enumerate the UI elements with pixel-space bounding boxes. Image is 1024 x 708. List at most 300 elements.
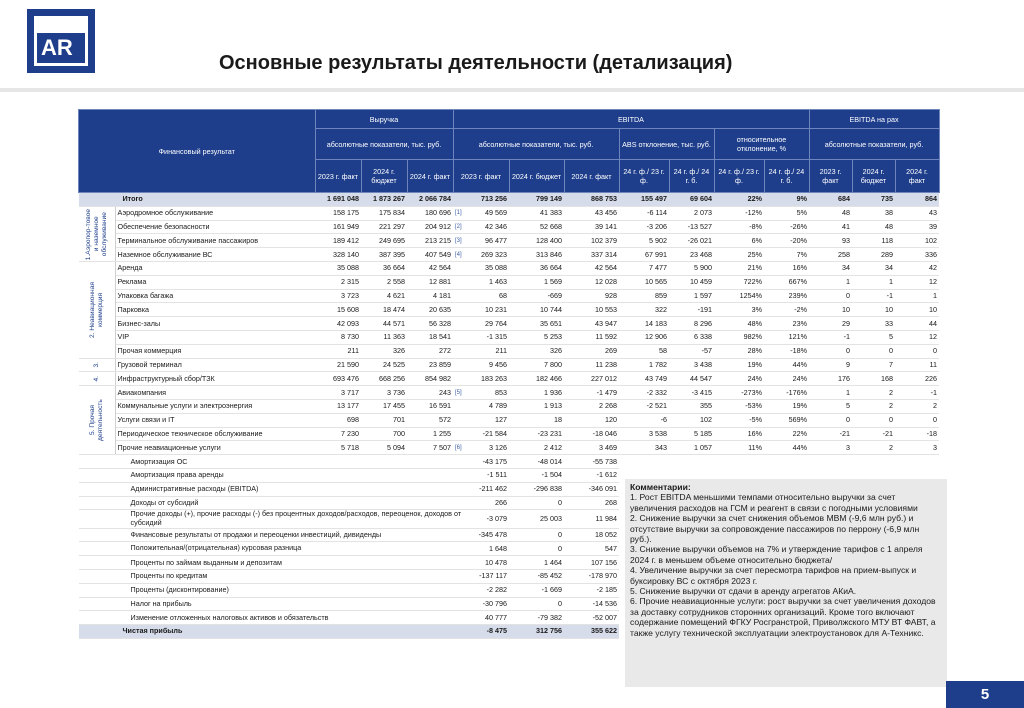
cell: 11%	[714, 441, 764, 455]
table-row	[79, 317, 940, 331]
cell: 700	[361, 427, 407, 441]
cell: 43 749	[619, 372, 669, 386]
group-label-g3	[79, 358, 116, 372]
cell: 722%	[714, 275, 764, 289]
cell: -2 521	[619, 399, 669, 413]
cell: 35 088	[315, 261, 361, 275]
cell: 58	[619, 344, 669, 358]
table-row	[79, 358, 940, 372]
row-label: Реклама	[115, 275, 315, 289]
cell: -1	[852, 289, 895, 303]
cell: 35 088	[465, 261, 509, 275]
cell: 40 777	[465, 611, 509, 625]
cell: 1 782	[619, 358, 669, 372]
cell: 312 756	[509, 625, 564, 639]
cell: 155 497	[619, 193, 669, 207]
cell: 52 668	[509, 220, 564, 234]
row-label: Прочие доходы (+), прочие расходы (-) без процентных доходов/расходов, переоценок, доходов от субсидий	[79, 510, 466, 528]
cell: 6%	[714, 234, 764, 248]
cell: 269	[564, 344, 619, 358]
cell: 204 912	[407, 220, 453, 234]
cell: 735	[852, 193, 895, 207]
cell: 799 149	[509, 193, 564, 207]
header-ebitda: EBITDA	[453, 110, 809, 129]
cell: -296 838	[509, 482, 564, 496]
cell: 0	[895, 413, 939, 427]
table-row	[79, 303, 940, 317]
col-pax-2023f: 2023 г. факт	[809, 160, 852, 193]
cell: -3 079	[465, 510, 509, 528]
cell: -26 021	[669, 234, 714, 248]
cell: 701	[361, 413, 407, 427]
footnote-ref	[453, 413, 465, 427]
col-pax-2024b: 2024 г. бюджет	[852, 160, 895, 193]
cell: 667%	[764, 275, 809, 289]
cell: 243	[407, 386, 453, 400]
cell: -3 206	[619, 220, 669, 234]
cell: 9%	[764, 193, 809, 207]
cell: 118	[852, 234, 895, 248]
cell: 1 569	[509, 275, 564, 289]
cell: -18%	[764, 344, 809, 358]
row-label: Коммунальные услуги и электроэнергия	[115, 399, 315, 413]
table-row	[79, 427, 940, 441]
cell: 11 238	[564, 358, 619, 372]
comment-5: 5. Снижение выручки от сдачи в аренду агрегатов АКиА.	[630, 586, 857, 597]
cell: 221 297	[361, 220, 407, 234]
cell: 8 296	[669, 317, 714, 331]
cell: 18 052	[564, 528, 619, 542]
cell: -18	[895, 427, 939, 441]
logo-text: AR	[37, 33, 85, 63]
cell: 102	[895, 234, 939, 248]
cell: 337 314	[564, 248, 619, 262]
col-rev-2023f: 2023 г. факт	[315, 160, 361, 193]
row-label: Амортизация ОС	[79, 455, 466, 469]
row-label: Проценты по кредитам	[79, 569, 466, 583]
table-row	[79, 289, 940, 303]
header-abs-dev: ABS отклонение, тыс. руб.	[619, 129, 714, 160]
cell: 10 231	[465, 303, 509, 317]
cell: 10 565	[619, 275, 669, 289]
footnote-ref	[453, 358, 465, 372]
header-rev-abs: абсолютные показатели, тыс. руб.	[315, 129, 453, 160]
cell: 7%	[764, 248, 809, 262]
cell: -6 114	[619, 206, 669, 220]
footnote-ref	[453, 289, 465, 303]
footnote-ref	[453, 275, 465, 289]
cell: -137 117	[465, 569, 509, 583]
cell: 336	[895, 248, 939, 262]
cell: -2%	[764, 303, 809, 317]
cell: 684	[809, 193, 852, 207]
cell: 183 263	[465, 372, 509, 386]
cell: 4 789	[465, 399, 509, 413]
cell: 16 591	[407, 399, 453, 413]
cell: -30 796	[465, 597, 509, 611]
cell: 668 256	[361, 372, 407, 386]
cell: 44 571	[361, 317, 407, 331]
footnote-ref	[453, 303, 465, 317]
table-row	[79, 330, 940, 344]
comment-6: 6. Прочие неавиационные услуги: рост выручки за счет увеличения доходов за доставку сотрудников сторонних организаций. Кроме того включают содержание помещений ФГКУ Росгранстрой, Приволжского МТУ ВТ ФАВТ, а также услугу технической эксплуатации электроустановок для А-Техникс.	[630, 596, 936, 638]
cell: 120	[564, 413, 619, 427]
footnote-ref	[453, 330, 465, 344]
cell: 20 635	[407, 303, 453, 317]
cell: 56 328	[407, 317, 453, 331]
cell: 39 141	[564, 220, 619, 234]
cell: 39	[895, 220, 939, 234]
cell: 102 379	[564, 234, 619, 248]
cell: 16%	[764, 261, 809, 275]
cell: -12%	[714, 206, 764, 220]
cell: 22%	[764, 427, 809, 441]
cell: 11 984	[564, 510, 619, 528]
cell: 34	[809, 261, 852, 275]
cell: 5	[809, 399, 852, 413]
row-label: Инфраструктурный сбор/ТЗК	[115, 372, 315, 386]
cell: 16%	[714, 427, 764, 441]
row-label: Доходы от субсидий	[79, 496, 466, 510]
page-title: Основные результаты деятельности (детализация)	[219, 52, 733, 74]
cell: 7	[852, 358, 895, 372]
cell: 36 664	[509, 261, 564, 275]
cell: 10 744	[509, 303, 564, 317]
cell: 128 400	[509, 234, 564, 248]
cell: 5 253	[509, 330, 564, 344]
cell: -669	[509, 289, 564, 303]
cell: -21	[852, 427, 895, 441]
cell: 2 066 784	[407, 193, 453, 207]
group-text: 5. Прочая деятельность	[88, 399, 104, 442]
cell: 10	[852, 303, 895, 317]
footnote-ref: [3]	[453, 234, 465, 248]
cell: -273%	[714, 386, 764, 400]
cell: 21 590	[315, 358, 361, 372]
col-ebitda-2024f: 2024 г. факт	[564, 160, 619, 193]
cell: 21%	[714, 261, 764, 275]
cell: 355	[669, 399, 714, 413]
cell: 19%	[714, 358, 764, 372]
cell: 2	[852, 441, 895, 455]
row-label: Изменение отложенных налоговых активов и обязательств	[79, 611, 466, 625]
cell: -85 452	[509, 569, 564, 583]
cell: 13 177	[315, 399, 361, 413]
cell: 213 215	[407, 234, 453, 248]
cell: 44	[895, 317, 939, 331]
col-rel-dev-1: 24 г. ф./ 23 г. ф.	[714, 160, 764, 193]
cell: -178 970	[564, 569, 619, 583]
footnote-ref: [2]	[453, 220, 465, 234]
cell: 226	[895, 372, 939, 386]
cell: 33	[852, 317, 895, 331]
cell: 10	[895, 303, 939, 317]
cell: -8%	[714, 220, 764, 234]
row-label: Прочая коммерция	[115, 344, 315, 358]
cell: 29 764	[465, 317, 509, 331]
header-pax-abs: абсолютные показатели, руб.	[809, 129, 939, 160]
cell: 42 564	[564, 261, 619, 275]
cell: 387 395	[361, 248, 407, 262]
cell: 12 028	[564, 275, 619, 289]
cell: 42	[895, 261, 939, 275]
cell: 44 547	[669, 372, 714, 386]
cell: 175 834	[361, 206, 407, 220]
row-label: Финансовые результаты от продажи и переоценки инвестиций, дивиденды	[79, 528, 466, 542]
cell: -48 014	[509, 455, 564, 469]
footnote-ref	[453, 372, 465, 386]
cell: 36 664	[361, 261, 407, 275]
cell: 25 003	[509, 510, 564, 528]
table-row	[79, 399, 940, 413]
table-row	[79, 234, 940, 248]
header-ebitda-abs: абсолютные показатели, тыс. руб.	[453, 129, 619, 160]
col-rev-2024b: 2024 г. бюджет	[361, 160, 407, 193]
cell: 713 256	[465, 193, 509, 207]
table-row	[79, 206, 940, 220]
cell: -79 382	[509, 611, 564, 625]
cell: -1 315	[465, 330, 509, 344]
cell: -53%	[714, 399, 764, 413]
table-row	[79, 248, 940, 262]
cell: 1 873 267	[361, 193, 407, 207]
cell: 355 622	[564, 625, 619, 639]
cell: 41 383	[509, 206, 564, 220]
cell: 69 604	[669, 193, 714, 207]
cell: 23 859	[407, 358, 453, 372]
group-text: 3.	[92, 362, 100, 368]
cell: 407 549	[407, 248, 453, 262]
cell: 0	[852, 413, 895, 427]
cell: -8 475	[465, 625, 509, 639]
cell: 854 982	[407, 372, 453, 386]
comment-4: 4. Увеличение выручки за счет пересмотра тарифов на прием-выпуск и буксировку ВС с октября 2023 г.	[630, 565, 917, 586]
cell: 48%	[714, 317, 764, 331]
comment-3: 3. Снижение выручки объемов на 7% и утверждение тарифов с 1 апреля 2024 г. в меньшем объеме относительно бюджета/	[630, 544, 923, 565]
cell: 5 900	[669, 261, 714, 275]
cell: 868 753	[564, 193, 619, 207]
cell: 10 459	[669, 275, 714, 289]
cell: -57	[669, 344, 714, 358]
cell: 10 553	[564, 303, 619, 317]
cell: 12	[895, 275, 939, 289]
cell: 272	[407, 344, 453, 358]
cell: 5 185	[669, 427, 714, 441]
cell: 35 651	[509, 317, 564, 331]
cell: 2 268	[564, 399, 619, 413]
row-label: Бизнес-залы	[115, 317, 315, 331]
cell: 93	[809, 234, 852, 248]
cell: -13 527	[669, 220, 714, 234]
col-rel-dev-2: 24 г. ф./ 24 г. б.	[764, 160, 809, 193]
cell: 15 608	[315, 303, 361, 317]
cell: -2 185	[564, 583, 619, 597]
cell: 9	[809, 358, 852, 372]
cell: 43 947	[564, 317, 619, 331]
cell: -211 462	[465, 482, 509, 496]
row-label: Грузовой терминал	[115, 358, 315, 372]
cell: 43 456	[564, 206, 619, 220]
cell: -2 282	[465, 583, 509, 597]
cell: 34	[852, 261, 895, 275]
cell: 0	[809, 289, 852, 303]
cell: 0	[895, 344, 939, 358]
cell: 1	[809, 386, 852, 400]
group-label-g4	[79, 372, 116, 386]
cell: 3 438	[669, 358, 714, 372]
cell: -2 332	[619, 386, 669, 400]
cell: 1 936	[509, 386, 564, 400]
cell: -3 415	[669, 386, 714, 400]
row-label: Услуги связи и IT	[115, 413, 315, 427]
cell: 4 181	[407, 289, 453, 303]
cell: 3 469	[564, 441, 619, 455]
cell: 547	[564, 542, 619, 556]
header-ebitda-pax: EBITDA на pax	[809, 110, 939, 129]
cell: 853	[465, 386, 509, 400]
row-label: Амортизация права аренды	[79, 468, 466, 482]
cell: 1 057	[669, 441, 714, 455]
cell: 14 183	[619, 317, 669, 331]
cell: 7 230	[315, 427, 361, 441]
cell: 38	[852, 206, 895, 220]
cell: 1 913	[509, 399, 564, 413]
col-rev-2024f: 2024 г. факт	[407, 160, 453, 193]
cell: 1	[852, 275, 895, 289]
cell: 23%	[764, 317, 809, 331]
cell: 258	[809, 248, 852, 262]
cell: 24%	[714, 372, 764, 386]
cell: 3	[809, 441, 852, 455]
cell: 10	[809, 303, 852, 317]
row-label: Итого	[79, 193, 316, 207]
cell: 2 558	[361, 275, 407, 289]
cell: 343	[619, 441, 669, 455]
cell: 12 906	[619, 330, 669, 344]
table-row	[79, 344, 940, 358]
footnote-ref	[453, 344, 465, 358]
comments-heading: Комментарии:	[630, 482, 691, 492]
cell: 18 541	[407, 330, 453, 344]
title-divider	[0, 88, 1024, 92]
cell: -43 175	[465, 455, 509, 469]
cell: 4 621	[361, 289, 407, 303]
cell: 1	[809, 275, 852, 289]
cell: 572	[407, 413, 453, 427]
col-abs-dev-2: 24 г. ф./ 24 г. б.	[669, 160, 714, 193]
cell: 158 175	[315, 206, 361, 220]
cell: 68	[465, 289, 509, 303]
cell: 28%	[714, 344, 764, 358]
cell: 12 881	[407, 275, 453, 289]
cell: 0	[509, 542, 564, 556]
cell: 3 717	[315, 386, 361, 400]
cell: 44%	[764, 358, 809, 372]
cell: 5 718	[315, 441, 361, 455]
cell: 569%	[764, 413, 809, 427]
cell: 982%	[714, 330, 764, 344]
table-row	[79, 220, 940, 234]
cell: -1 511	[465, 468, 509, 482]
cell: 326	[509, 344, 564, 358]
cell: 5%	[764, 206, 809, 220]
table-row	[79, 261, 940, 275]
cell: 168	[852, 372, 895, 386]
row-label: Аэродромное обслуживание	[115, 206, 315, 220]
group-label-g2	[79, 261, 116, 358]
cell: 121%	[764, 330, 809, 344]
cell: -1 669	[509, 583, 564, 597]
cell: 11 592	[564, 330, 619, 344]
cell: 328 140	[315, 248, 361, 262]
cell: 161 949	[315, 220, 361, 234]
cell: 2 315	[315, 275, 361, 289]
cell: 180 696	[407, 206, 453, 220]
cell: 2	[852, 399, 895, 413]
cell: 8 730	[315, 330, 361, 344]
cell: -5%	[714, 413, 764, 427]
row-label: Упаковка багажа	[115, 289, 315, 303]
cell: 3 538	[619, 427, 669, 441]
cell: 19%	[764, 399, 809, 413]
cell: -6	[619, 413, 669, 427]
cell: -23 231	[509, 427, 564, 441]
cell: -55 738	[564, 455, 619, 469]
cell: 42 346	[465, 220, 509, 234]
cell: -346 091	[564, 482, 619, 496]
group-text: 4.	[92, 376, 100, 382]
cell: 322	[619, 303, 669, 317]
col-ebitda-2024b: 2024 г. бюджет	[509, 160, 564, 193]
cell: 6 338	[669, 330, 714, 344]
cell: 269 323	[465, 248, 509, 262]
cell: 182 466	[509, 372, 564, 386]
cell: 10 478	[465, 556, 509, 570]
row-label: Прочие неавиационные услуги	[115, 441, 315, 455]
row-label: Наземное обслуживание ВС	[115, 248, 315, 262]
header-fin-result: Финансовый результат	[79, 110, 316, 193]
cell: 67 991	[619, 248, 669, 262]
cell: 211	[315, 344, 361, 358]
cell: 48	[809, 206, 852, 220]
cell: 24%	[764, 372, 809, 386]
table-row-total	[79, 193, 940, 207]
cell: 1	[895, 289, 939, 303]
table-row	[79, 372, 940, 386]
cell: 227 012	[564, 372, 619, 386]
cell: 864	[895, 193, 939, 207]
cell: 23 468	[669, 248, 714, 262]
cell: 1 648	[465, 542, 509, 556]
cell: 326	[361, 344, 407, 358]
table-row	[79, 275, 940, 289]
cell: 96 477	[465, 234, 509, 248]
cell: -52 007	[564, 611, 619, 625]
cell: 18 474	[361, 303, 407, 317]
cell: 42 093	[315, 317, 361, 331]
cell: 102	[669, 413, 714, 427]
cell: 859	[619, 289, 669, 303]
table-row	[79, 386, 940, 400]
cell: 11	[895, 358, 939, 372]
col-pax-2024f: 2024 г. факт	[895, 160, 939, 193]
cell: 3	[895, 441, 939, 455]
footnote-ref	[453, 427, 465, 441]
cell: 266	[465, 496, 509, 510]
cell: 1 464	[509, 556, 564, 570]
cell: -191	[669, 303, 714, 317]
cell: -1 479	[564, 386, 619, 400]
